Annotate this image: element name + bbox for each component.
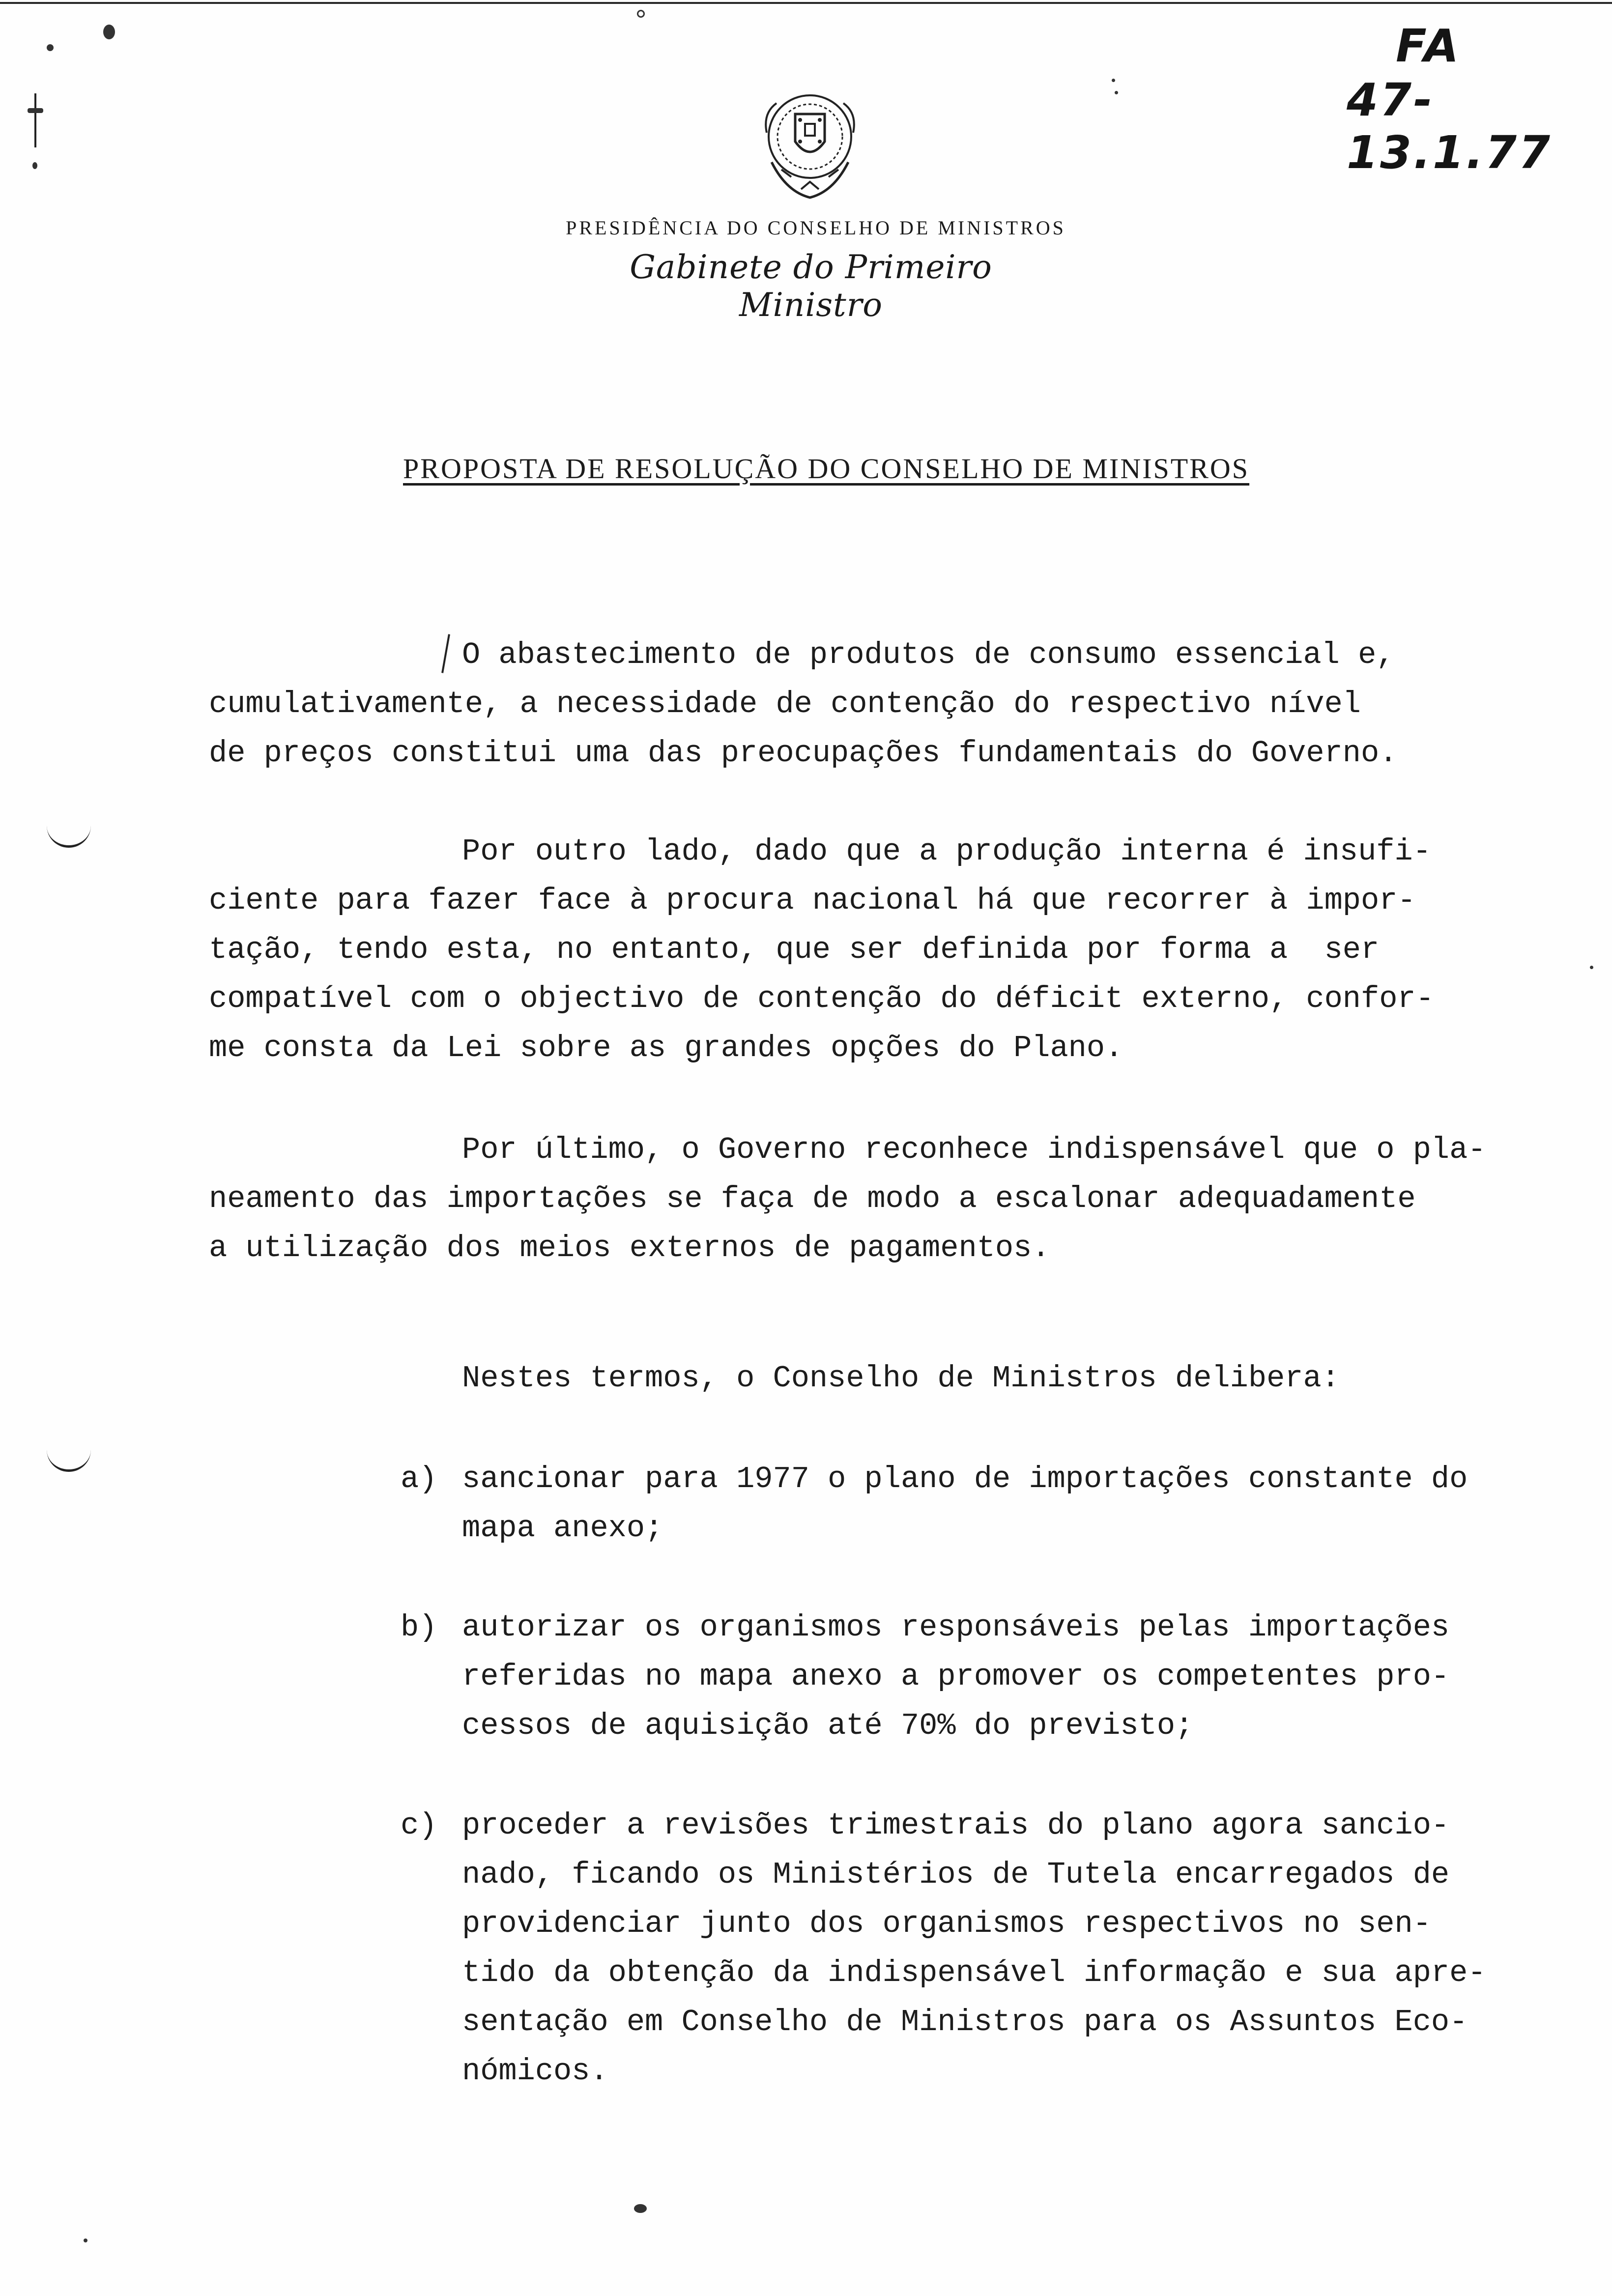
paragraph-line: Por outro lado, dado que a produção interna é insufi- [462, 834, 1431, 869]
speck-mark [1590, 966, 1593, 969]
list-item-marker: a) [401, 1462, 437, 1496]
header-cabinet: Gabinete do Primeiro Ministro [630, 248, 992, 324]
margin-mark [34, 93, 36, 147]
speck-mark [28, 108, 43, 113]
handwritten-reference: 47-13.1.77 [1347, 74, 1552, 179]
list-item-line: nado, ficando os Ministérios de Tutela encarregados de [462, 1857, 1450, 1892]
margin-annotation-mark [441, 634, 450, 673]
punch-hole-mark [47, 1450, 91, 1472]
list-item-line: tido da obtenção da indispensável informação e sua apre- [462, 1955, 1486, 1990]
paragraph-line: O abastecimento de produtos de consumo essencial e, [462, 637, 1395, 672]
list-item-line: referidas no mapa anexo a promover os competentes pro- [462, 1659, 1450, 1694]
speck-mark [47, 44, 54, 51]
speck-mark [32, 162, 37, 169]
header-organization: PRESIDÊNCIA DO CONSELHO DE MINISTROS [566, 217, 1066, 239]
paragraph-line: tação, tendo esta, no entanto, que ser definida por forma a ser [209, 932, 1380, 967]
paragraph-line: Nestes termos, o Conselho de Ministros delibera: [462, 1361, 1340, 1396]
list-item-marker: b) [401, 1610, 437, 1645]
list-item-line: proceder a revisões trimestrais do plano agora sancio- [462, 1808, 1450, 1843]
speck-mark [84, 2239, 87, 2242]
paragraph-line: Por último, o Governo reconhece indispensável que o pla- [462, 1132, 1486, 1167]
paragraph-line: de preços constitui uma das preocupações fundamentais do Governo. [209, 736, 1398, 771]
list-item-line: autorizar os organismos responsáveis pelas importações [462, 1610, 1450, 1645]
list-item-line: providenciar junto dos organismos respectivos no sen- [462, 1906, 1431, 1941]
speck-mark [637, 10, 645, 18]
list-item-line: mapa anexo; [462, 1511, 663, 1546]
paragraph-line: compatível com o objectivo de contenção do déficit externo, confor- [209, 981, 1434, 1016]
document-title: PROPOSTA DE RESOLUÇÃO DO CONSELHO DE MINISTROS [403, 453, 1250, 485]
speck-mark [1115, 91, 1118, 94]
list-item-line: sancionar para 1977 o plano de importações constante do [462, 1462, 1468, 1496]
top-border-line [0, 2, 1612, 4]
paragraph-line: me consta da Lei sobre as grandes opções do Plano. [209, 1031, 1123, 1065]
list-item-line: nómicos. [462, 2054, 608, 2089]
paragraph-line: a utilização dos meios externos de pagamentos. [209, 1231, 1050, 1265]
list-item-line: sentação em Conselho de Ministros para os Assuntos Eco- [462, 2005, 1468, 2039]
handwritten-code: FA [1396, 20, 1462, 72]
paragraph-line: cumulativamente, a necessidade de contenção do respectivo nível [209, 687, 1361, 721]
coat-of-arms-seal [752, 84, 870, 206]
punch-hole-mark [47, 826, 91, 848]
speck-mark [1112, 79, 1115, 82]
paragraph-line: ciente para fazer face à procura nacional há que recorrer à impor- [209, 883, 1416, 918]
speck-mark [634, 2204, 647, 2213]
paragraph-line: neamento das importações se faça de modo a escalonar adequadamente [209, 1181, 1416, 1216]
speck-mark [103, 25, 115, 39]
list-item-line: cessos de aquisição até 70% do previsto; [462, 1708, 1194, 1743]
list-item-marker: c) [401, 1808, 437, 1843]
